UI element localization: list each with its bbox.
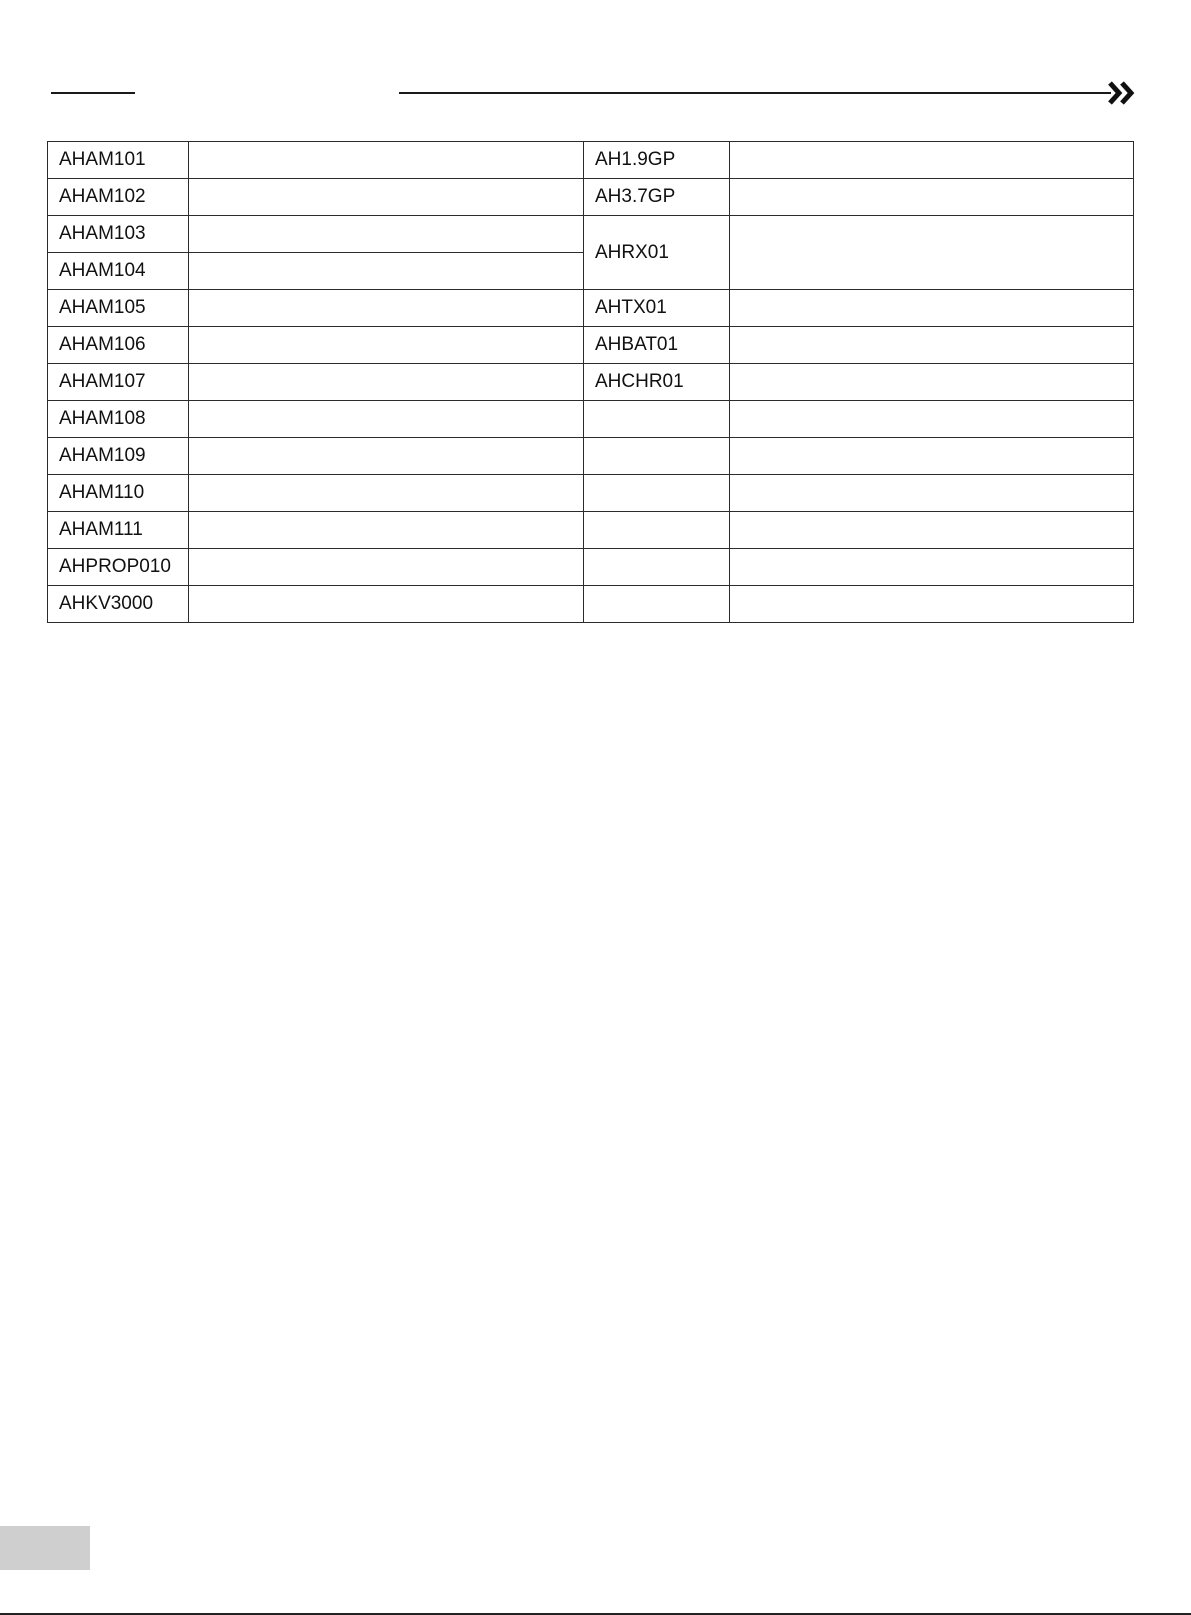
header-rule-left <box>51 92 135 94</box>
part-code <box>584 401 730 438</box>
part-description <box>730 401 1134 438</box>
part-code: AHAM106 <box>48 327 189 364</box>
table-row <box>48 401 1134 438</box>
part-description <box>189 438 584 475</box>
part-code: AHAM105 <box>48 290 189 327</box>
part-code: AHCHR01 <box>584 364 730 401</box>
part-code: AHAM104 <box>48 253 189 290</box>
part-description <box>189 179 584 216</box>
part-code: AHRX01 <box>584 216 730 290</box>
part-description <box>730 327 1134 364</box>
table-row <box>48 549 1134 586</box>
part-description <box>189 549 584 586</box>
part-description <box>189 364 584 401</box>
part-code: AHAM101 <box>48 142 189 179</box>
part-code: AHKV3000 <box>48 586 189 623</box>
part-code: AHAM102 <box>48 179 189 216</box>
part-code <box>584 438 730 475</box>
part-description <box>730 475 1134 512</box>
part-code: AHPROP010 <box>48 549 189 586</box>
part-code <box>584 512 730 549</box>
table-row <box>48 142 1134 179</box>
parts-table <box>47 141 1134 623</box>
part-description <box>189 512 584 549</box>
part-code: AHAM109 <box>48 438 189 475</box>
part-code: AHAM108 <box>48 401 189 438</box>
table-row <box>48 327 1134 364</box>
table-row <box>48 364 1134 401</box>
table-row <box>48 438 1134 475</box>
table-row <box>48 290 1134 327</box>
part-code: AHAM110 <box>48 475 189 512</box>
table-row <box>48 216 1134 253</box>
part-code: AH3.7GP <box>584 179 730 216</box>
header-rule-right <box>399 92 1111 94</box>
part-description <box>189 142 584 179</box>
part-description <box>730 438 1134 475</box>
part-description <box>730 364 1134 401</box>
part-code: AHAM107 <box>48 364 189 401</box>
page-number-tab <box>0 1526 90 1570</box>
part-description <box>730 549 1134 586</box>
part-code: AHAM103 <box>48 216 189 253</box>
part-description <box>730 290 1134 327</box>
part-description <box>730 216 1134 290</box>
double-chevron-right-icon <box>1108 80 1136 106</box>
part-description <box>189 290 584 327</box>
table-row <box>48 179 1134 216</box>
part-description <box>189 327 584 364</box>
part-description <box>730 179 1134 216</box>
part-description <box>189 586 584 623</box>
part-description <box>730 142 1134 179</box>
table-row <box>48 475 1134 512</box>
part-description <box>189 475 584 512</box>
part-code <box>584 475 730 512</box>
part-code: AH1.9GP <box>584 142 730 179</box>
part-code: AHTX01 <box>584 290 730 327</box>
part-description <box>189 253 584 290</box>
part-description <box>730 586 1134 623</box>
part-description <box>189 216 584 253</box>
part-description <box>189 401 584 438</box>
part-code: AHAM111 <box>48 512 189 549</box>
part-code: AHBAT01 <box>584 327 730 364</box>
table-row <box>48 586 1134 623</box>
part-code <box>584 586 730 623</box>
part-code <box>584 549 730 586</box>
part-description <box>730 512 1134 549</box>
table-row <box>48 512 1134 549</box>
